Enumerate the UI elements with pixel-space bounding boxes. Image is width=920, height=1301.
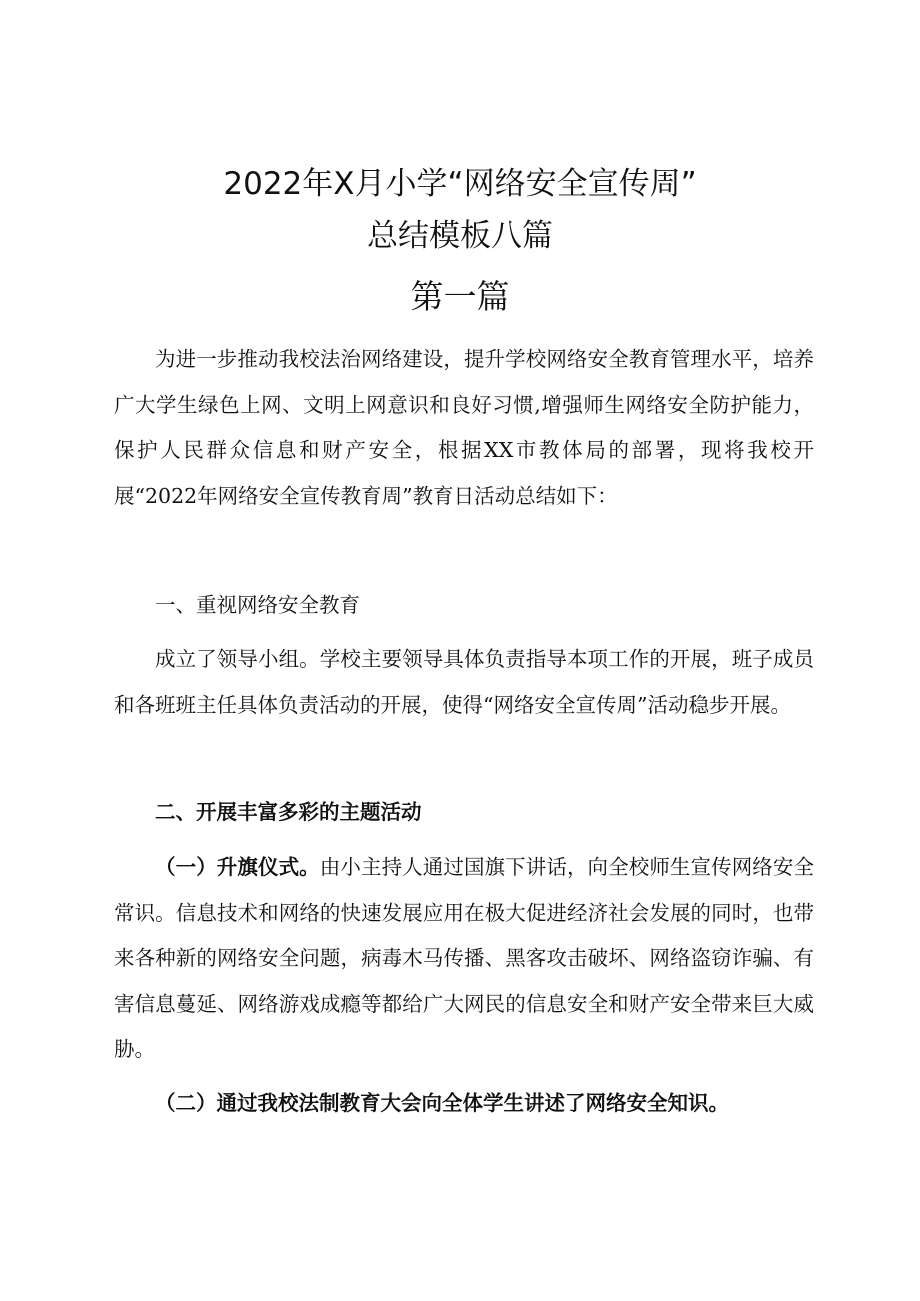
item-2-paragraph: （二）通过我校法制教育大会向全体学生讲述了网络安全知识。 [155,1091,729,1115]
intro-paragraph: 为进一步推动我校法治网络建设，提升学校网络安全教育管理水平，培养广大学生绿色上网、文明上网意识和良好习惯,增强师生网络安全防护能力，保护人民群众信息和财产安全，根据XX市教体局的部署，现将我校开展“2022年网络安全宣传教育周”教育日活动总结如下： [114,347,814,508]
section-title: 第一篇 [410,277,510,316]
item-1-text: 由小主持人通过国旗下讲话，向全校师生宣传网络安全常识。信息技术和网络的快速发展应用在极大促进经济社会发展的同时，也带来各种新的网络安全问题，病毒木马传播、黑客攻击破坏、网络盗窃诈骗、有害信息蔓延、网络游戏成瘾等都给广大网民的信息安全和财产安全带来巨大威胁。 [114,855,815,1061]
section-1-paragraph: 成立了领导小组。学校主要领导具体负责指导本项工作的开展，班子成员和各班班主任具体负责活动的开展，使得“网络安全宣传周”活动稳步开展。 [114,647,814,717]
item-1-paragraph [114,845,814,1073]
document-title-line1: 2022年X月小学“网络安全宣传周” [223,166,697,202]
heading-section-1: 一、重视网络安全教育 [155,593,360,617]
item-1-lead: （一）升旗仪式。 [155,855,320,879]
heading-section-2: 二、开展丰富多彩的主题活动 [155,800,422,824]
document-title-line2: 总结模板八篇 [367,218,553,254]
